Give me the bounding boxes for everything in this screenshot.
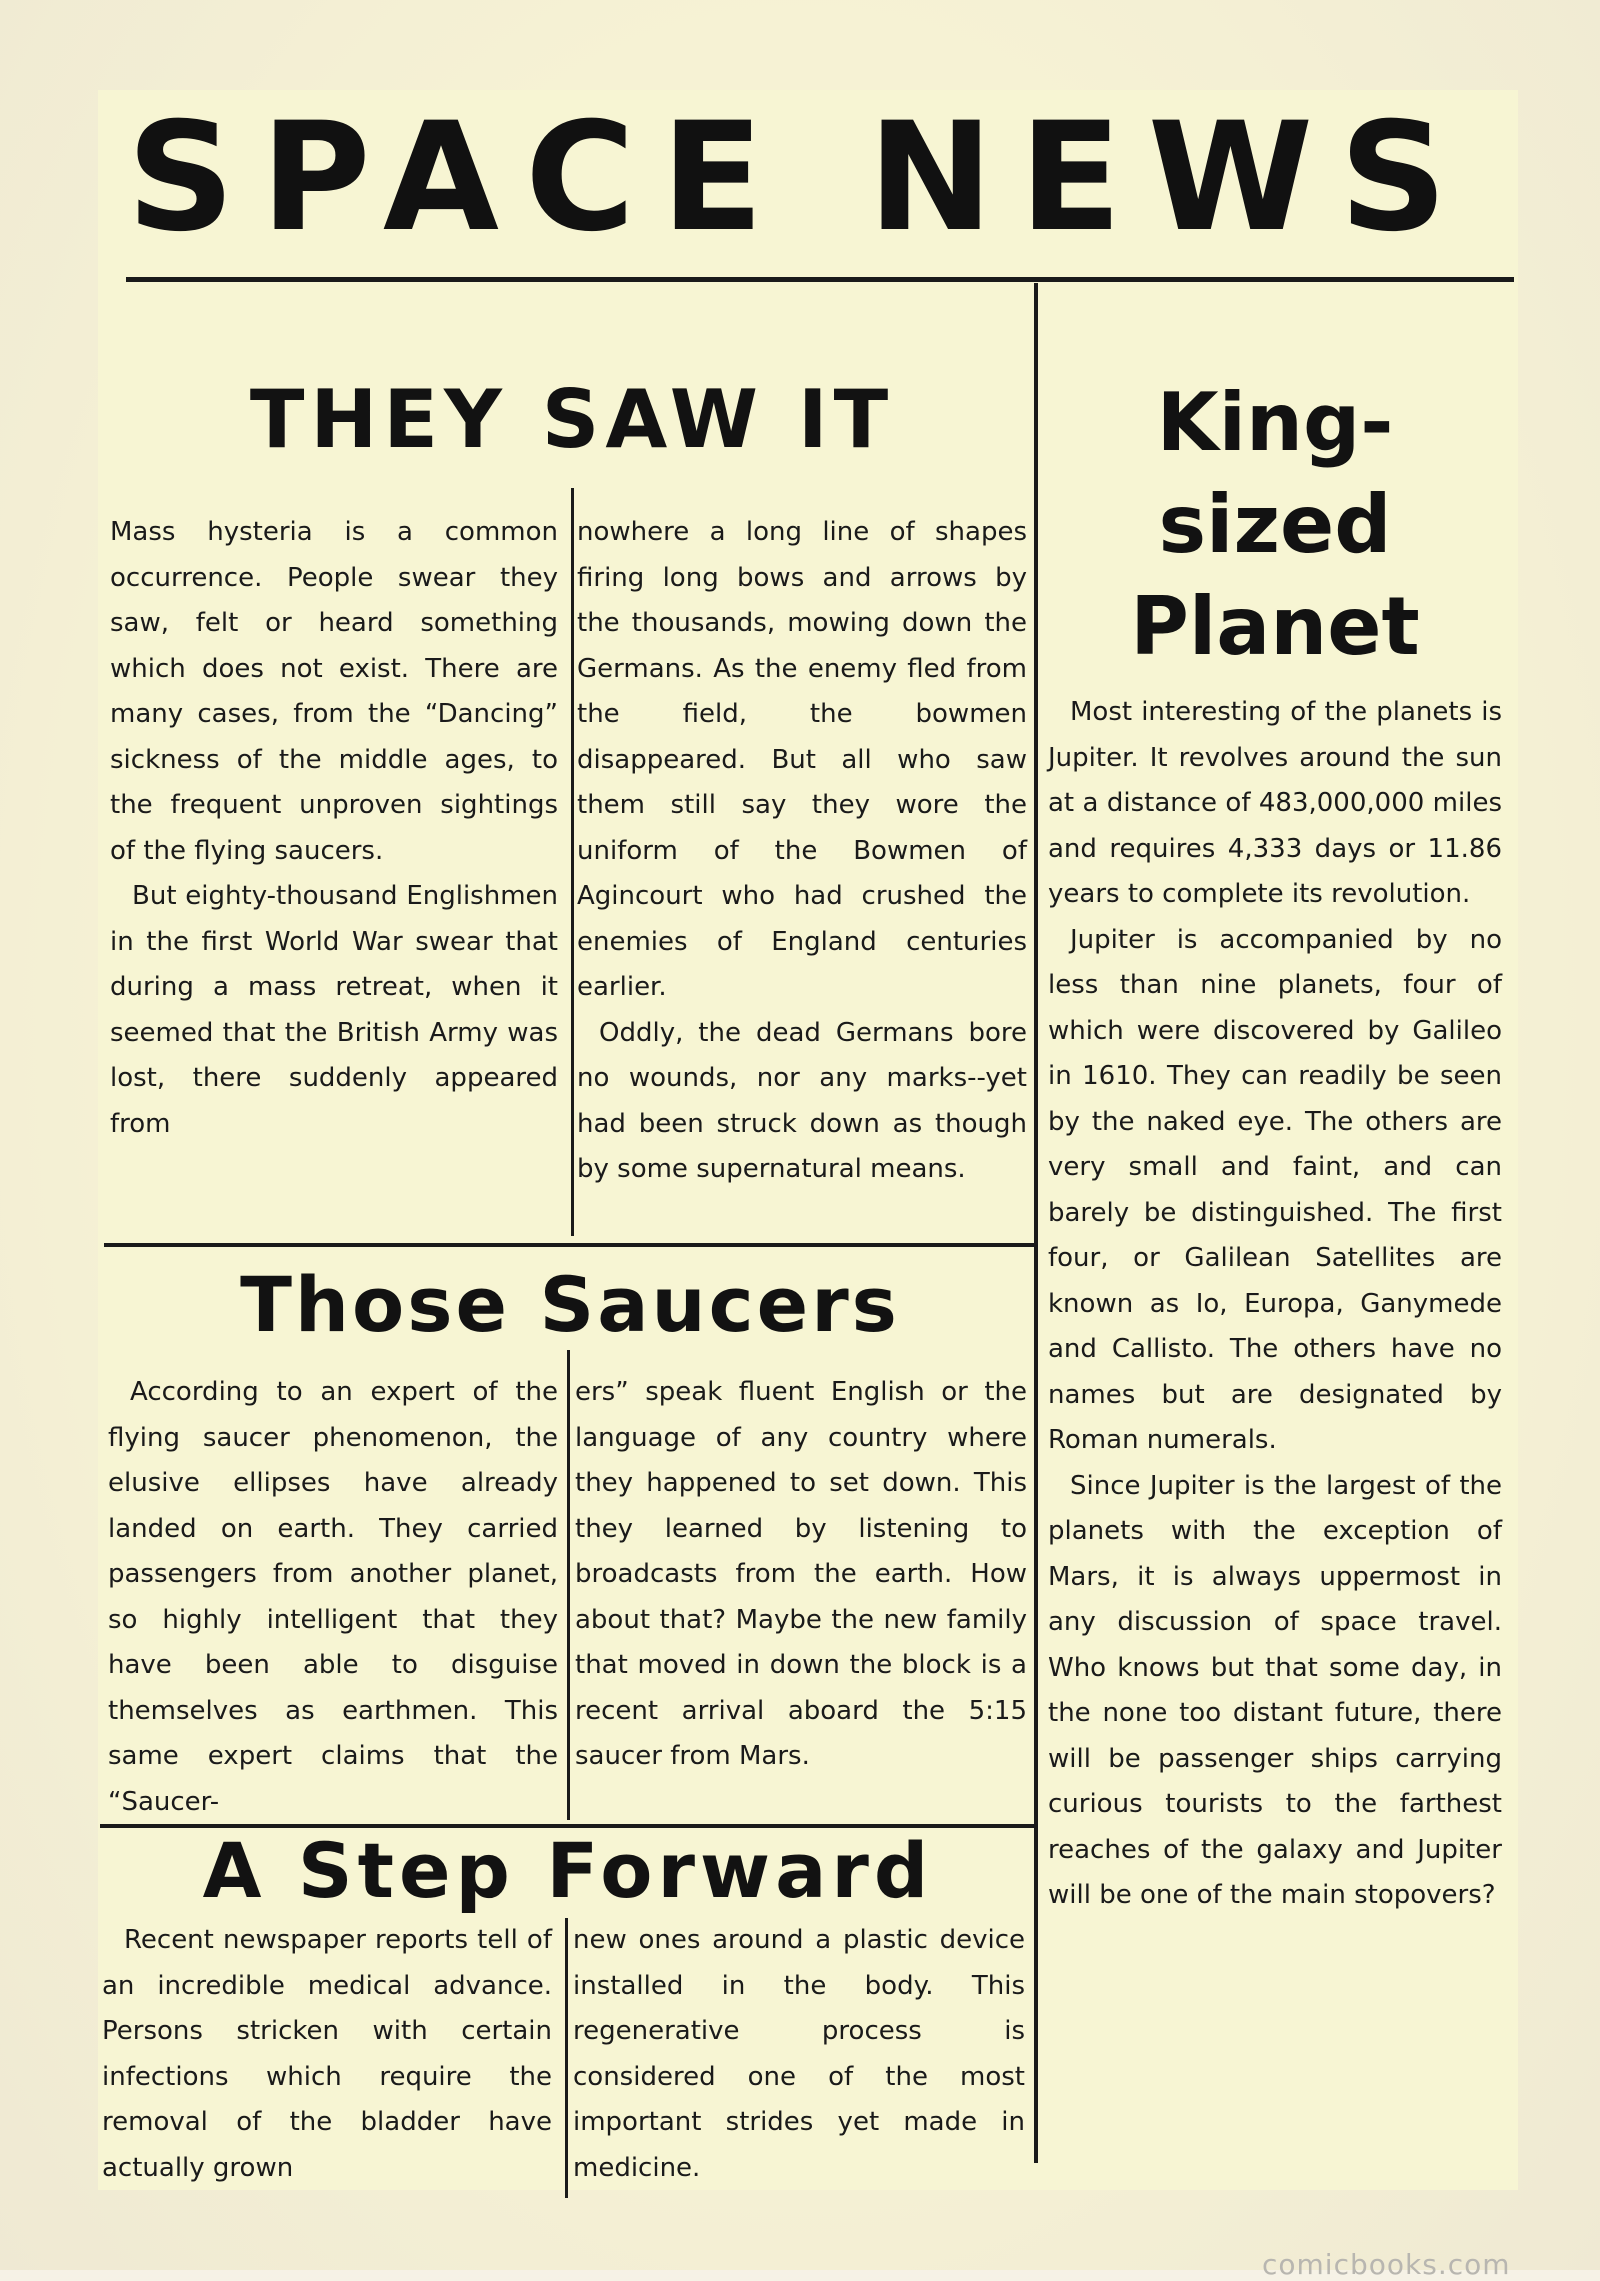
headline-line-2: sized	[1158, 478, 1392, 571]
those-saucers-paragraph-1: According to an expert of the flying saucer phenomenon, the elusive ellipses have already landed on earth. They carried passengers from another planet, so highly intelligent that they have been able to disguise themselves as earthmen. This same expert claims that the “Saucer-	[108, 1377, 558, 1817]
those-saucers-column-1	[108, 1370, 558, 1825]
they-saw-it-paragraph-4: Oddly, the dead Germans bore no wounds, nor any marks--yet had been struck down as though by some supernatural means.	[577, 1017, 1027, 1184]
they-saw-it-column-1	[110, 510, 558, 1147]
those-saucers-column-divider	[567, 1350, 570, 1820]
they-saw-it-paragraph-3: nowhere a long line of shapes firing long bows and arrows by the thousands, mowing down the Germans. As the enemy fled from the field, the bowmen disappeared. But all who saw them still say they wore the uniform of the Bowmen of Agincourt who had crushed the enemies of England centuries earlier.	[577, 517, 1027, 1002]
those-saucers-column-2	[575, 1370, 1027, 1780]
they-saw-it-column-2	[577, 510, 1027, 1193]
planet-paragraph-3: Since Jupiter is the largest of the planets with the exception of Mars, it is always uppermost in any discussion of space travel. Who knows but that some day, in the none too distant future, there will be passenger ships carrying curious tourists to the farthest reaches of the galaxy and Jupiter will be one of the main stopovers?	[1048, 1470, 1502, 1910]
they-saw-it-paragraph-2: But eighty-thousand Englishmen in the first World War swear that during a mass retreat, when it seemed that the British Army was lost, there suddenly appeared from	[110, 881, 558, 1139]
king-sized-planet-headline	[1040, 372, 1510, 678]
king-sized-planet-column	[1048, 690, 1502, 1919]
masthead: SPACE NEWS	[126, 91, 1474, 265]
planet-paragraph-1: Most interesting of the planets is Jupiter. It revolves around the sun at a distance of 483,000,000 miles and requires 4,333 days or 11.86 years to complete its revolution.	[1048, 697, 1502, 909]
they-saw-it-paragraph-1: Mass hysteria is a common occurrence. People swear they saw, felt or heard something which does not exist. There are many cases, from the “Dancing” sickness of the middle ages, to the frequent unproven sightings of the flying saucers.	[110, 517, 558, 866]
they-saw-it-column-divider	[571, 488, 574, 1236]
those-saucers-paragraph-2: ers” speak fluent English or the language of any country where they happened to set down. This they learned by listening to broadcasts from the earth. How about that? Maybe the new family that moved in down the block is a recent arrival aboard the 5:15 saucer from Mars.	[575, 1377, 1027, 1771]
those-saucers-headline: Those Saucers	[240, 1260, 900, 1349]
step-forward-paragraph-1: Recent newspaper reports tell of an incredible medical advance. Persons stricken with certain infections which require the removal of the bladder have actually grown	[102, 1925, 552, 2183]
headline-line-3: Planet	[1130, 580, 1420, 673]
planet-paragraph-2: Jupiter is accompanied by no less than nine planets, four of which were discovered by Galileo in 1610. They can readily be seen by the naked eye. The others are very small and faint, and can barely be distinguished. The first four, or Galilean Satellites are known as Io, Europa, Ganymede and Callisto. The others have no names but are designated by Roman numerals.	[1048, 924, 1502, 1455]
they-saw-it-headline: THEY SAW IT	[249, 373, 895, 466]
section-rule-1	[104, 1243, 1036, 1247]
watermark-credit: comicbooks.com	[1262, 2248, 1511, 2281]
step-forward-column-1	[102, 1918, 552, 2191]
step-forward-column-divider	[565, 1918, 568, 2198]
headline-line-1: King-	[1156, 376, 1394, 469]
step-forward-paragraph-2: new ones around a plastic device installed in the body. This regenerative process is considered one of the most important strides yet made in medicine.	[573, 1925, 1025, 2183]
step-forward-headline: A Step Forward	[202, 1826, 934, 1915]
masthead-rule	[126, 277, 1514, 282]
step-forward-column-2	[573, 1918, 1025, 2191]
